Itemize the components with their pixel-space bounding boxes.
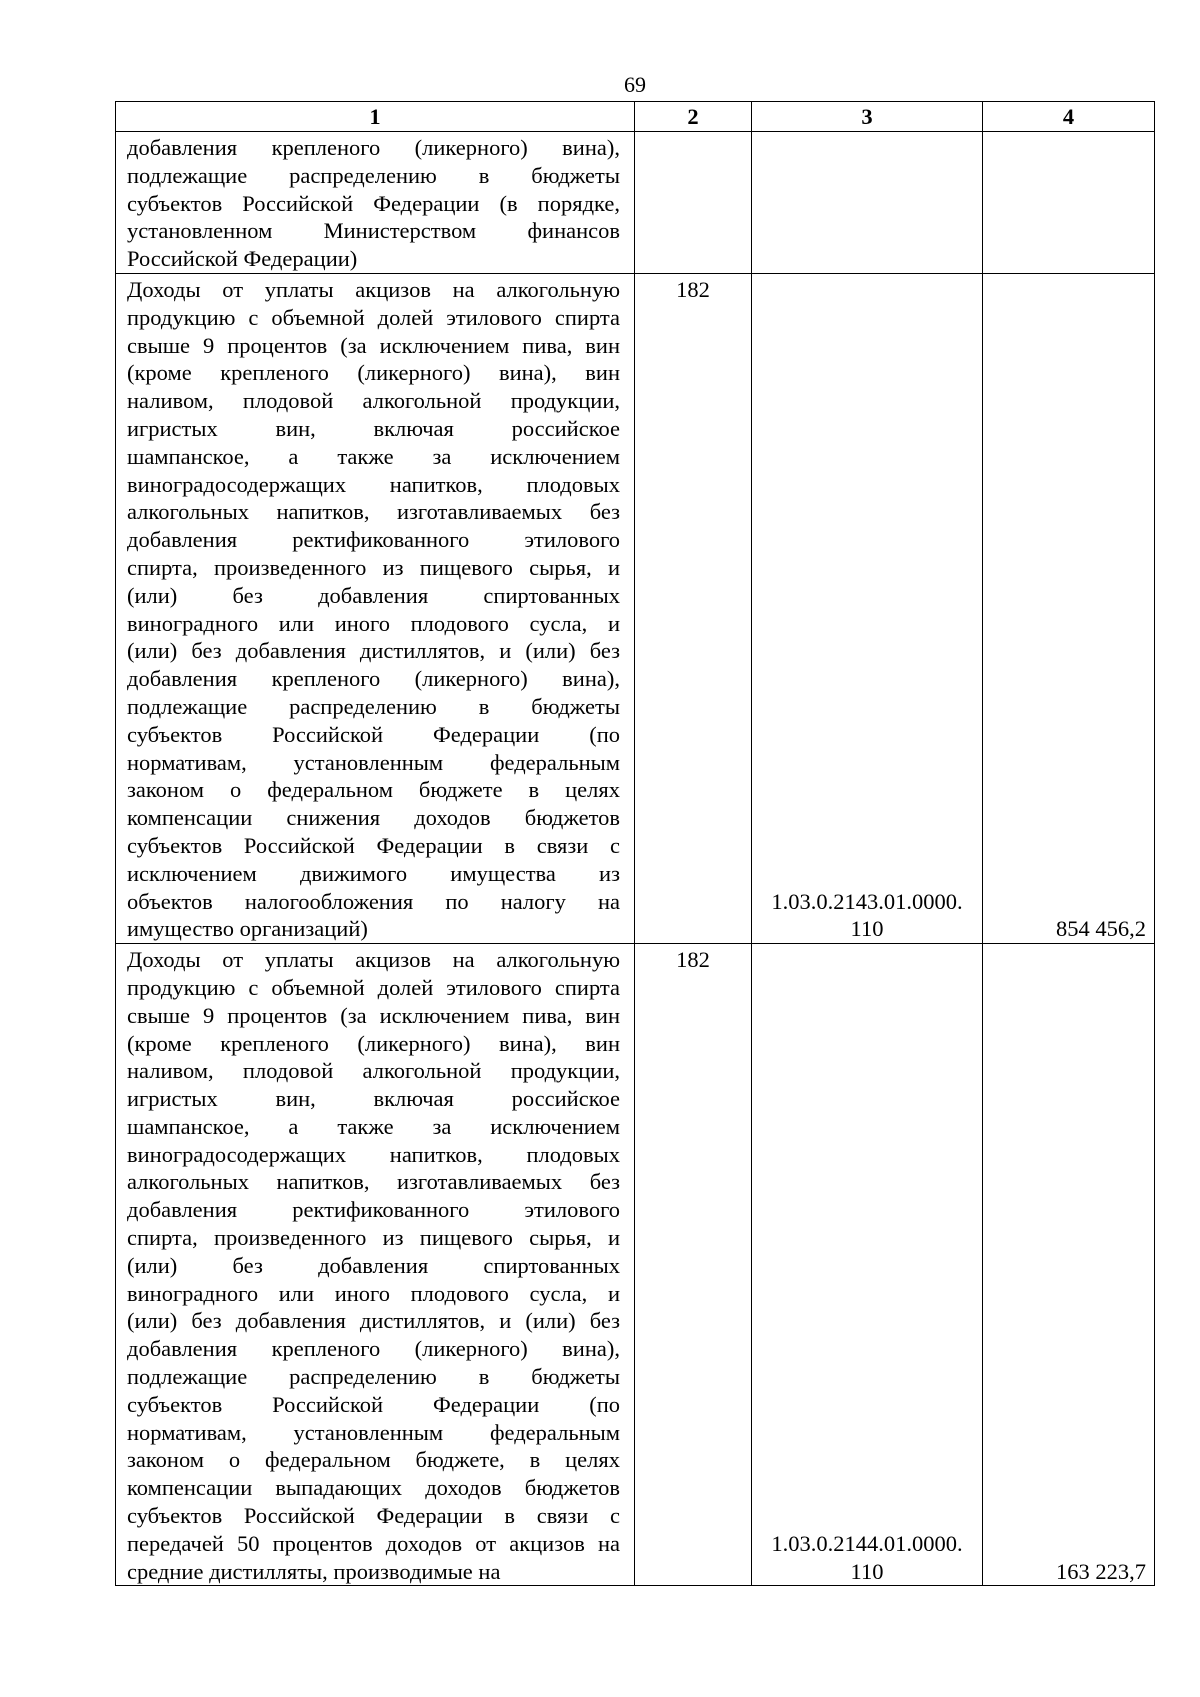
description-line: игристых вин, включая российское xyxy=(127,1086,620,1112)
description-line: субъектов Российской Федерации (в порядке, xyxy=(127,190,620,216)
description-line: добавления ректификованного этилового xyxy=(127,1197,620,1223)
description-line: виноградного или иного плодового сусла, и xyxy=(127,610,620,636)
column-header-4: 4 xyxy=(983,102,1155,132)
description-line: спирта, произведенного из пищевого сырья, и xyxy=(127,554,620,580)
table-row xyxy=(116,132,1155,274)
description-line: имущество организаций) xyxy=(127,916,368,942)
description-line: подлежащие распределению в бюджеты xyxy=(127,162,620,188)
description-line: Доходы от уплаты акцизов на алкогольную xyxy=(127,276,620,302)
page-number: 69 xyxy=(624,72,646,97)
description-line: подлежащие распределению в бюджеты xyxy=(127,693,620,719)
description-line: субъектов Российской Федерации в связи с xyxy=(127,832,620,858)
description-line: спирта, произведенного из пищевого сырья, и xyxy=(127,1225,620,1251)
description-line: (или) без добавления дистиллятов, и (или) без xyxy=(127,638,620,664)
description-line: добавления крепленого (ликерного) вина), xyxy=(127,1336,620,1362)
description-line: Доходы от уплаты акцизов на алкогольную xyxy=(127,947,620,973)
table-header-row xyxy=(116,102,1155,132)
description-line: игристых вин, включая российское xyxy=(127,415,620,441)
amount: 854 456,2 xyxy=(983,273,1155,943)
description-line: подлежащие распределению в бюджеты xyxy=(127,1364,620,1390)
description-line: продукцию с объемной долей этилового спирта xyxy=(127,304,620,330)
description-line: наливом, плодовой алкогольной продукции, xyxy=(127,388,620,414)
code-line-1: 1.03.0.2143.01.0000. xyxy=(771,888,963,914)
description-line: виноградного или иного плодового сусла, и xyxy=(127,1280,620,1306)
table-body xyxy=(116,132,1155,1586)
admin-code: 182 xyxy=(635,273,752,943)
description-line: (или) без добавления спиртованных xyxy=(127,1252,620,1278)
description-line: передачей 50 процентов доходов от акцизов на xyxy=(127,1530,620,1556)
description-line: установленном Министерством финансов xyxy=(127,218,620,244)
description-line: продукцию с объемной долей этилового спирта xyxy=(127,974,620,1000)
description-line: нормативам, установленным федеральным xyxy=(127,1419,620,1445)
description-line: алкогольных напитков, изготавливаемых без xyxy=(127,499,620,525)
admin-code: 182 xyxy=(635,944,752,1586)
description-line: компенсации снижения доходов бюджетов xyxy=(127,805,620,831)
row-description xyxy=(116,132,635,274)
admin-code xyxy=(635,132,752,274)
amount: 163 223,7 xyxy=(983,944,1155,1586)
description-line: шампанское, а также за исключением xyxy=(127,1113,620,1139)
description-line: субъектов Российской Федерации (по xyxy=(127,721,620,747)
description-line: нормативам, установленным федеральным xyxy=(127,749,620,775)
column-header-3: 3 xyxy=(752,102,983,132)
column-header-1: 1 xyxy=(116,102,635,132)
budget-classification-code xyxy=(752,273,983,943)
description-line: алкогольных напитков, изготавливаемых без xyxy=(127,1169,620,1195)
budget-classification-code xyxy=(752,132,983,274)
description-line: законом о федеральном бюджете, в целях xyxy=(127,1447,620,1473)
table-row xyxy=(116,944,1155,1586)
description-line: компенсации выпадающих доходов бюджетов xyxy=(127,1475,620,1501)
description-line: наливом, плодовой алкогольной продукции, xyxy=(127,1058,620,1084)
description-line: свыше 9 процентов (за исключением пива, вин xyxy=(127,332,620,358)
description-line: свыше 9 процентов (за исключением пива, вин xyxy=(127,1002,620,1028)
description-line: законом о федеральном бюджете в целях xyxy=(127,777,620,803)
description-line: объектов налогообложения по налогу на xyxy=(127,888,620,914)
description-line: исключением движимого имущества из xyxy=(127,860,620,886)
description-line: добавления крепленого (ликерного) вина), xyxy=(127,135,620,160)
column-header-2: 2 xyxy=(635,102,752,132)
description-line: (кроме крепленого (ликерного) вина), вин xyxy=(127,1030,620,1056)
description-line: виноградосодержащих напитков, плодовых xyxy=(127,1141,620,1167)
description-line: субъектов Российской Федерации (по xyxy=(127,1391,620,1417)
description-line: (кроме крепленого (ликерного) вина), вин xyxy=(127,360,620,386)
description-line: добавления крепленого (ликерного) вина), xyxy=(127,666,620,692)
description-line: виноградосодержащих напитков, плодовых xyxy=(127,471,620,497)
description-line: субъектов Российской Федерации в связи с xyxy=(127,1503,620,1529)
code-line-2: 110 xyxy=(850,1558,884,1584)
budget-classification-code xyxy=(752,944,983,1586)
row-description xyxy=(116,273,635,943)
amount xyxy=(983,132,1155,274)
table-row xyxy=(116,273,1155,943)
description-line: (или) без добавления спиртованных xyxy=(127,582,620,608)
description-line: средние дистилляты, производимые на xyxy=(127,1558,501,1584)
code-line-2: 110 xyxy=(850,916,884,942)
description-line: шампанское, а также за исключением xyxy=(127,443,620,469)
description-line: (или) без добавления дистиллятов, и (или) без xyxy=(127,1308,620,1334)
row-description xyxy=(116,944,635,1586)
code-line-1: 1.03.0.2144.01.0000. xyxy=(771,1530,963,1556)
description-line: Российской Федерации) xyxy=(127,246,358,272)
revenue-table xyxy=(115,101,1155,1586)
description-line: добавления ректификованного этилового xyxy=(127,527,620,553)
